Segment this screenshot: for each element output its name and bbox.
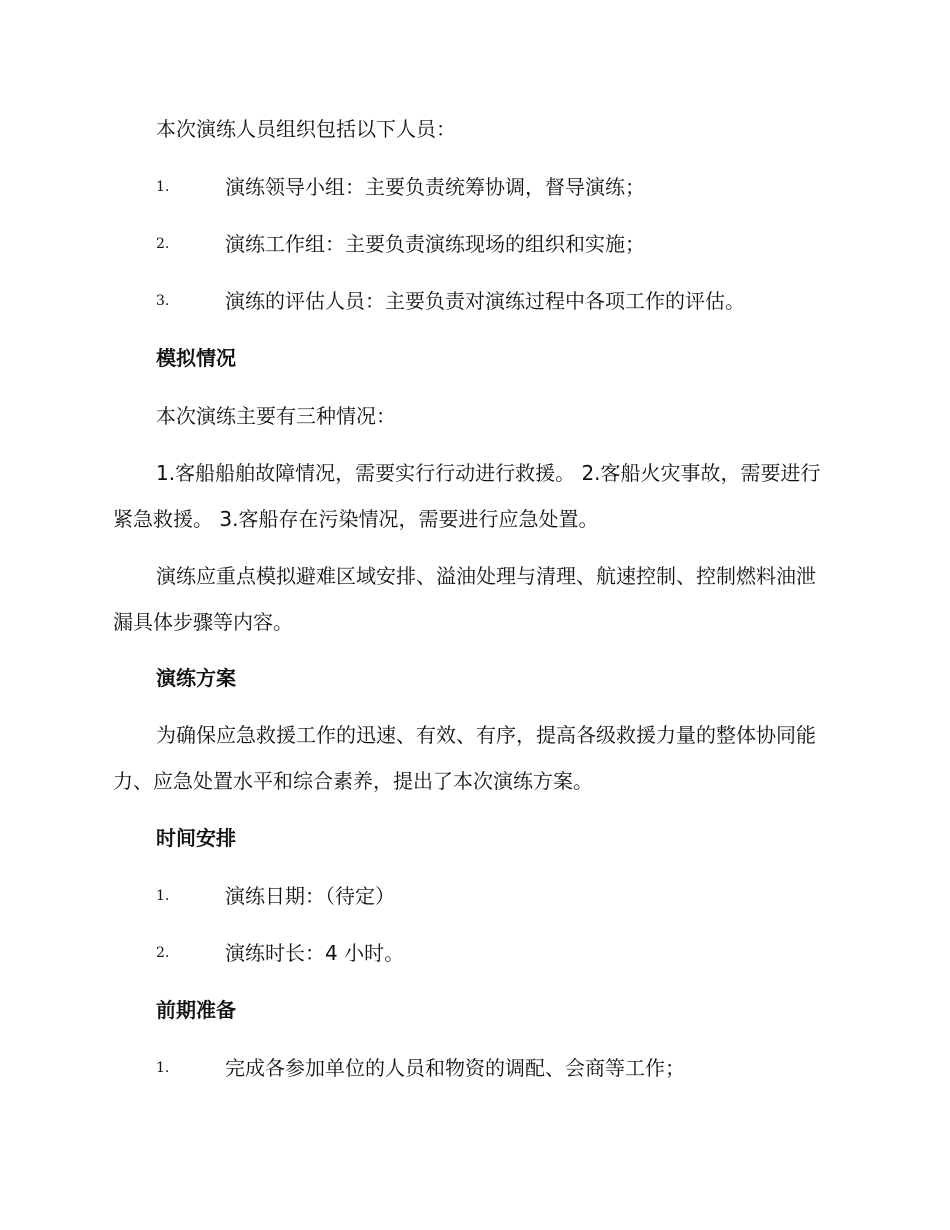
section-heading-preparation: 前期准备: [156, 998, 236, 1022]
list-number: 1.: [156, 179, 170, 195]
list-number: 2.: [156, 236, 170, 252]
list-text: 演练工作组：主要负责演练现场的组织和实施；: [225, 232, 645, 256]
plan-paragraph: [113, 712, 833, 804]
paragraph-text: 1.客船船舶故障情况，需要实行行动进行救援。 2.客船火灾事故，需要进行紧急救援。 3.客船存在污染情况，需要进行应急处置。: [113, 461, 821, 531]
simulation-focus-paragraph: [113, 553, 833, 645]
paragraph-text: 演练应重点模拟避难区域安排、溢油处理与清理、航速控制、控制燃料油泄漏具体步骤等内容。: [113, 564, 816, 634]
list-number: 3.: [156, 293, 170, 309]
list-text: 完成各参加单位的人员和物资的调配、会商等工作；: [225, 1056, 685, 1080]
list-text: 演练日期：（待定）: [225, 884, 395, 908]
section-heading-simulation: 模拟情况: [156, 346, 236, 370]
list-text: 演练领导小组：主要负责统筹协调，督导演练；: [225, 175, 645, 199]
intro-text: 本次演练人员组织包括以下人员：: [156, 117, 456, 141]
section-heading-schedule: 时间安排: [156, 826, 236, 850]
list-number: 2.: [156, 945, 170, 961]
list-number: 1.: [156, 1060, 170, 1076]
simulation-cases-paragraph: [113, 450, 833, 542]
list-number: 1.: [156, 888, 170, 904]
list-text: 演练的评估人员：主要负责对演练过程中各项工作的评估。: [225, 289, 745, 313]
list-text: 演练时长：4 小时。: [225, 941, 405, 965]
section-heading-plan: 演练方案: [156, 666, 236, 690]
paragraph-text: 为确保应急救援工作的迅速、有效、有序，提高各级救援力量的整体协同能力、应急处置水平和综合素养，提出了本次演练方案。: [113, 723, 816, 793]
simulation-intro: 本次演练主要有三种情况：: [156, 404, 396, 428]
